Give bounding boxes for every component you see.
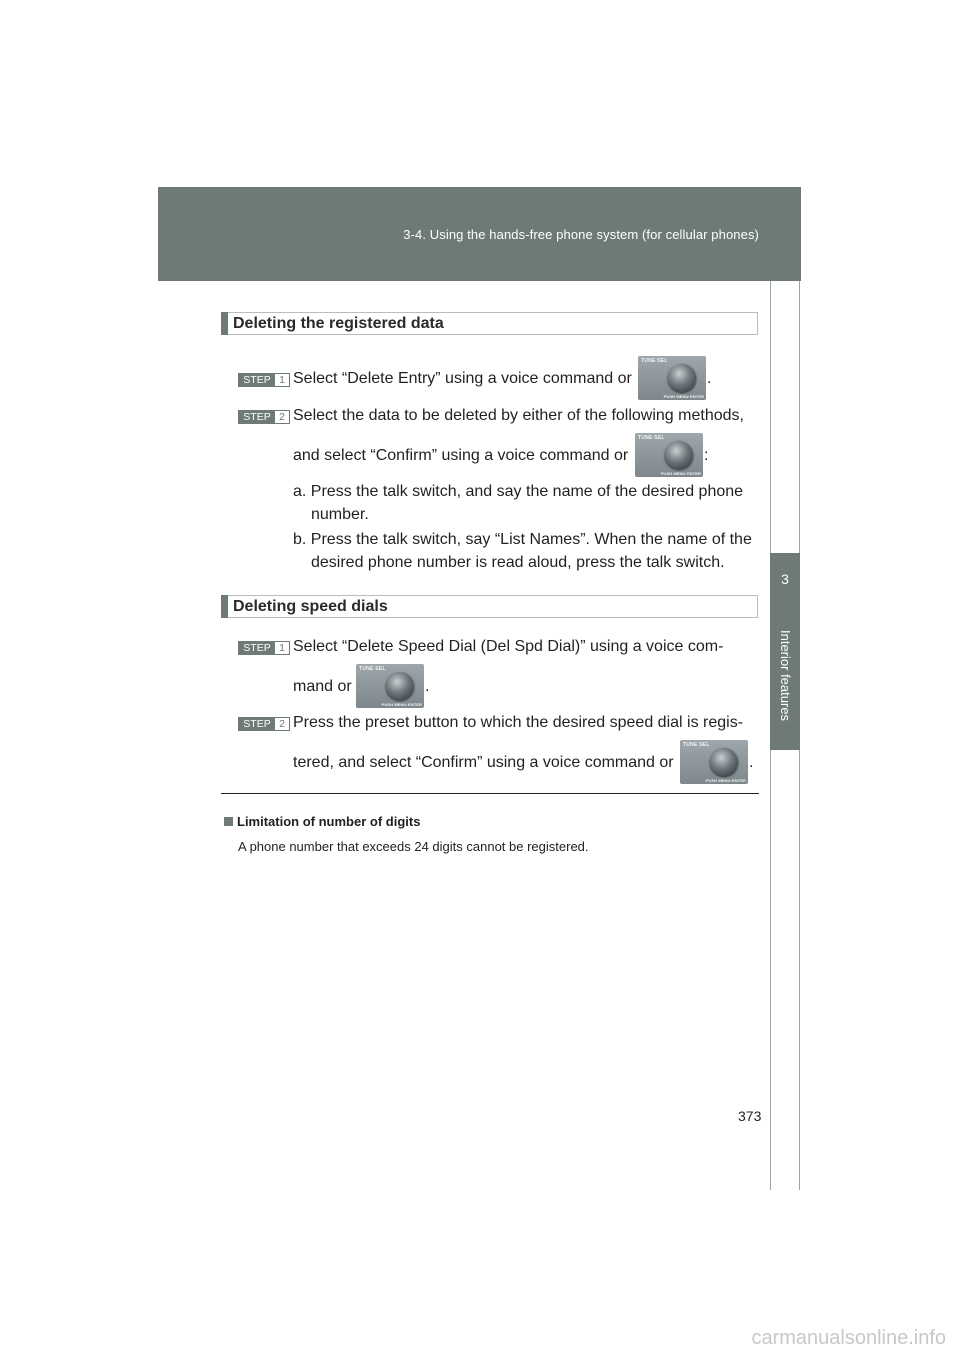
step-label: STEP — [239, 411, 275, 423]
header-title: 3-4. Using the hands-free phone system (for cellular phones) — [403, 227, 759, 242]
step-number: 1 — [275, 642, 289, 654]
step-text-end: : — [704, 447, 709, 464]
page-number: 373 — [738, 1108, 762, 1124]
step-label: STEP — [239, 718, 275, 730]
step-label: STEP — [239, 642, 275, 654]
step-badge — [238, 410, 290, 424]
step-text: and select “Confirm” using a voice command or — [293, 447, 629, 464]
chapter-name: Interior features — [778, 630, 793, 722]
side-tab-border — [770, 281, 800, 553]
knob-bottom-label: PUSH MENU·ENTER — [660, 471, 701, 476]
side-tab-border — [770, 750, 800, 1190]
knob-dial — [668, 364, 696, 392]
note-heading — [224, 814, 420, 829]
step-text: Select the data to be deleted by either of the following methods, — [293, 407, 744, 424]
knob-bottom-label: PUSH MENU·ENTER — [663, 394, 704, 399]
knob-dial — [710, 748, 738, 776]
step-number: 2 — [275, 411, 289, 423]
watermark: carmanualsonline.info — [751, 1327, 946, 1349]
side-tab — [770, 553, 800, 750]
section-heading — [221, 312, 758, 335]
knob-top-label: TUNE·SEL — [683, 742, 710, 748]
section-heading — [221, 595, 758, 618]
step-number: 2 — [275, 718, 289, 730]
section-title: Deleting the registered data — [233, 315, 444, 332]
list-item-cont: number. — [311, 506, 369, 523]
step-badge — [238, 641, 290, 655]
tune-sel-knob-icon — [635, 433, 703, 477]
header-band — [158, 187, 801, 281]
section-title: Deleting speed dials — [233, 598, 388, 615]
chapter-number: 3 — [781, 571, 789, 587]
step-text: Select “Delete Entry” using a voice command or — [293, 370, 632, 387]
step-text: Select “Delete Speed Dial (Del Spd Dial)” using a voice com- — [293, 638, 724, 655]
step-text: tered, and select “Confirm” using a voice command or — [293, 754, 674, 771]
list-item: b. Press the talk switch, say “List Names”. When the name of the — [293, 531, 752, 548]
step-text-end: . — [749, 754, 754, 771]
note-title: Limitation of number of digits — [237, 814, 421, 829]
knob-top-label: TUNE·SEL — [359, 666, 386, 672]
knob-dial — [386, 672, 414, 700]
square-bullet-icon — [224, 817, 233, 826]
knob-top-label: TUNE·SEL — [638, 435, 665, 441]
list-item-cont: desired phone number is read aloud, press the talk switch. — [311, 554, 725, 571]
step-label: STEP — [239, 374, 275, 386]
step-text-end: . — [425, 678, 430, 695]
step-text: mand or — [293, 678, 352, 695]
step-text: Press the preset button to which the desired speed dial is regis- — [293, 714, 744, 731]
tune-sel-knob-icon — [680, 740, 748, 784]
knob-bottom-label: PUSH MENU·ENTER — [705, 778, 746, 783]
note-body: A phone number that exceeds 24 digits cannot be registered. — [238, 839, 589, 854]
knob-top-label: TUNE·SEL — [641, 358, 668, 364]
step-badge — [238, 717, 290, 731]
tune-sel-knob-icon — [356, 664, 424, 708]
list-item: a. Press the talk switch, and say the name of the desired phone — [293, 483, 744, 500]
step-number: 1 — [275, 374, 289, 386]
tune-sel-knob-icon — [638, 356, 706, 400]
step-text-end: . — [707, 370, 712, 387]
step-badge — [238, 373, 290, 387]
knob-bottom-label: PUSH MENU·ENTER — [381, 702, 422, 707]
divider — [221, 793, 759, 794]
knob-dial — [665, 441, 693, 469]
